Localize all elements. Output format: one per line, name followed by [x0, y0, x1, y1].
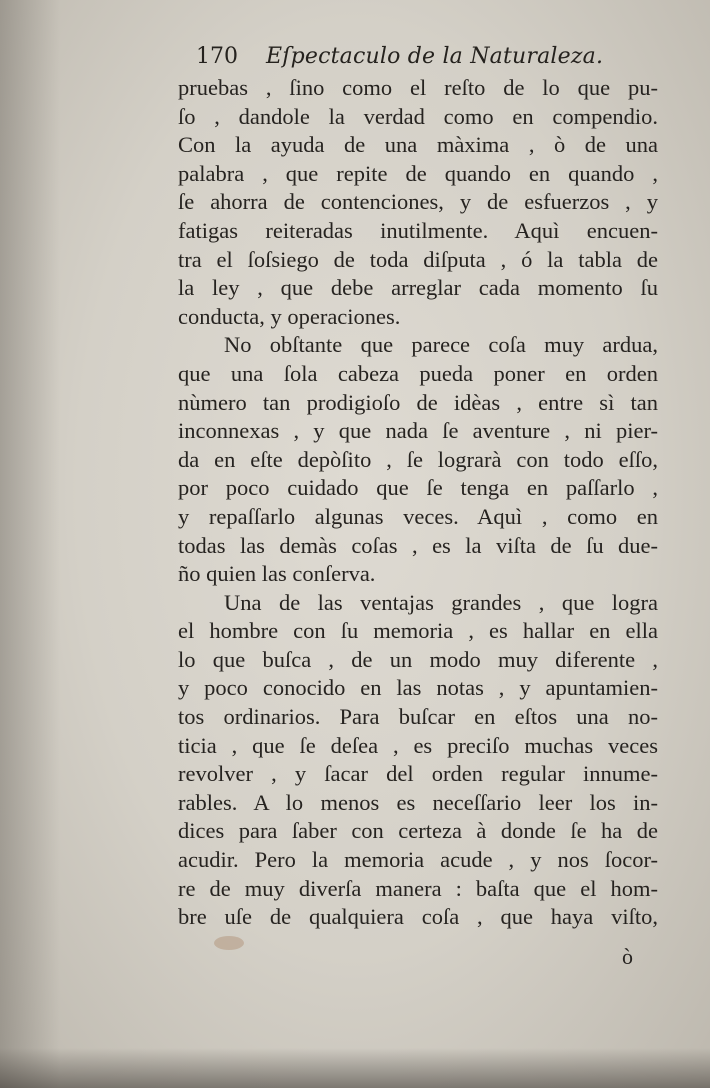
page-edge-shadow — [0, 0, 60, 1088]
text-line: por poco cuidado que ſe tenga en paſſarlo , — [178, 475, 658, 501]
text-line: re de muy diverſa manera : baſta que el hom- — [178, 875, 658, 901]
text-line: dices para ſaber con certeza à donde ſe ha de — [178, 818, 658, 844]
text-line: acudir. Pero la memoria acude , y nos ſocor- — [178, 847, 658, 873]
text-line: palabra , que repite de quando en quando , — [178, 160, 658, 186]
page-number: 170 — [196, 44, 238, 69]
text-line: tra el ſoſsiego de toda diſputa , ó la tabla de — [178, 246, 658, 272]
text-line: tos ordinarios. Para buſcar en eſtos una no- — [178, 704, 658, 730]
text-line: bre uſe de qualquiera coſa , que haya viſto, — [178, 904, 658, 930]
text-line: ticia , que ſe deſea , es preciſo muchas veces — [178, 732, 658, 758]
text-line: y repaſſarlo algunas veces. Aquì , como en — [178, 503, 658, 529]
text-line: nùmero tan prodigioſo de idèas , entre sì tan — [178, 389, 658, 415]
text-line: todas las demàs coſas , es la viſta de ſu due- — [178, 532, 658, 558]
page-bottom-shadow — [0, 1048, 710, 1088]
text-line: el hombre con ſu memoria , es hallar en ella — [178, 618, 658, 644]
text-line: ſe ahorra de contenciones, y de esfuerzos , y — [178, 189, 658, 215]
paragraph-start: No obſtante que parece coſa muy ardua, — [224, 332, 658, 358]
text-line: conducta, y operaciones. — [178, 303, 401, 329]
text-line: rables. A lo menos es neceſſario leer los in- — [178, 789, 658, 815]
ink-stain — [214, 936, 244, 950]
text-line: da en eſte depòſito , ſe lograrà con todo eſſo, — [178, 446, 658, 472]
catchword: ò — [622, 944, 633, 969]
paragraph-start: Una de las ventajas grandes , que logra — [224, 589, 658, 615]
body-text — [178, 74, 658, 932]
text-line: revolver , y ſacar del orden regular innume- — [178, 761, 658, 787]
text-line: Con la ayuda de una màxima , ò de una — [178, 132, 658, 158]
running-title: Eſpectaculo de la Naturaleza. — [266, 44, 604, 69]
text-line: lo que buſca , de un modo muy diferente , — [178, 646, 658, 672]
running-head — [196, 44, 616, 69]
text-line: la ley , que debe arreglar cada momento ſu — [178, 275, 658, 301]
text-line: pruebas , ſino como el reſto de lo que pu- — [178, 75, 658, 100]
text-line: ño quien las conſerva. — [178, 561, 376, 587]
text-line: que una ſola cabeza pueda poner en orden — [178, 360, 658, 386]
text-line: ſo , dandole la verdad como en compendio. — [178, 103, 658, 129]
text-line: fatigas reiteradas inutilmente. Aquì encuen- — [178, 217, 658, 243]
text-line: y poco conocido en las notas , y apuntamien- — [178, 675, 658, 701]
text-line: inconnexas , y que nada ſe aventure , ni pier- — [178, 418, 658, 444]
